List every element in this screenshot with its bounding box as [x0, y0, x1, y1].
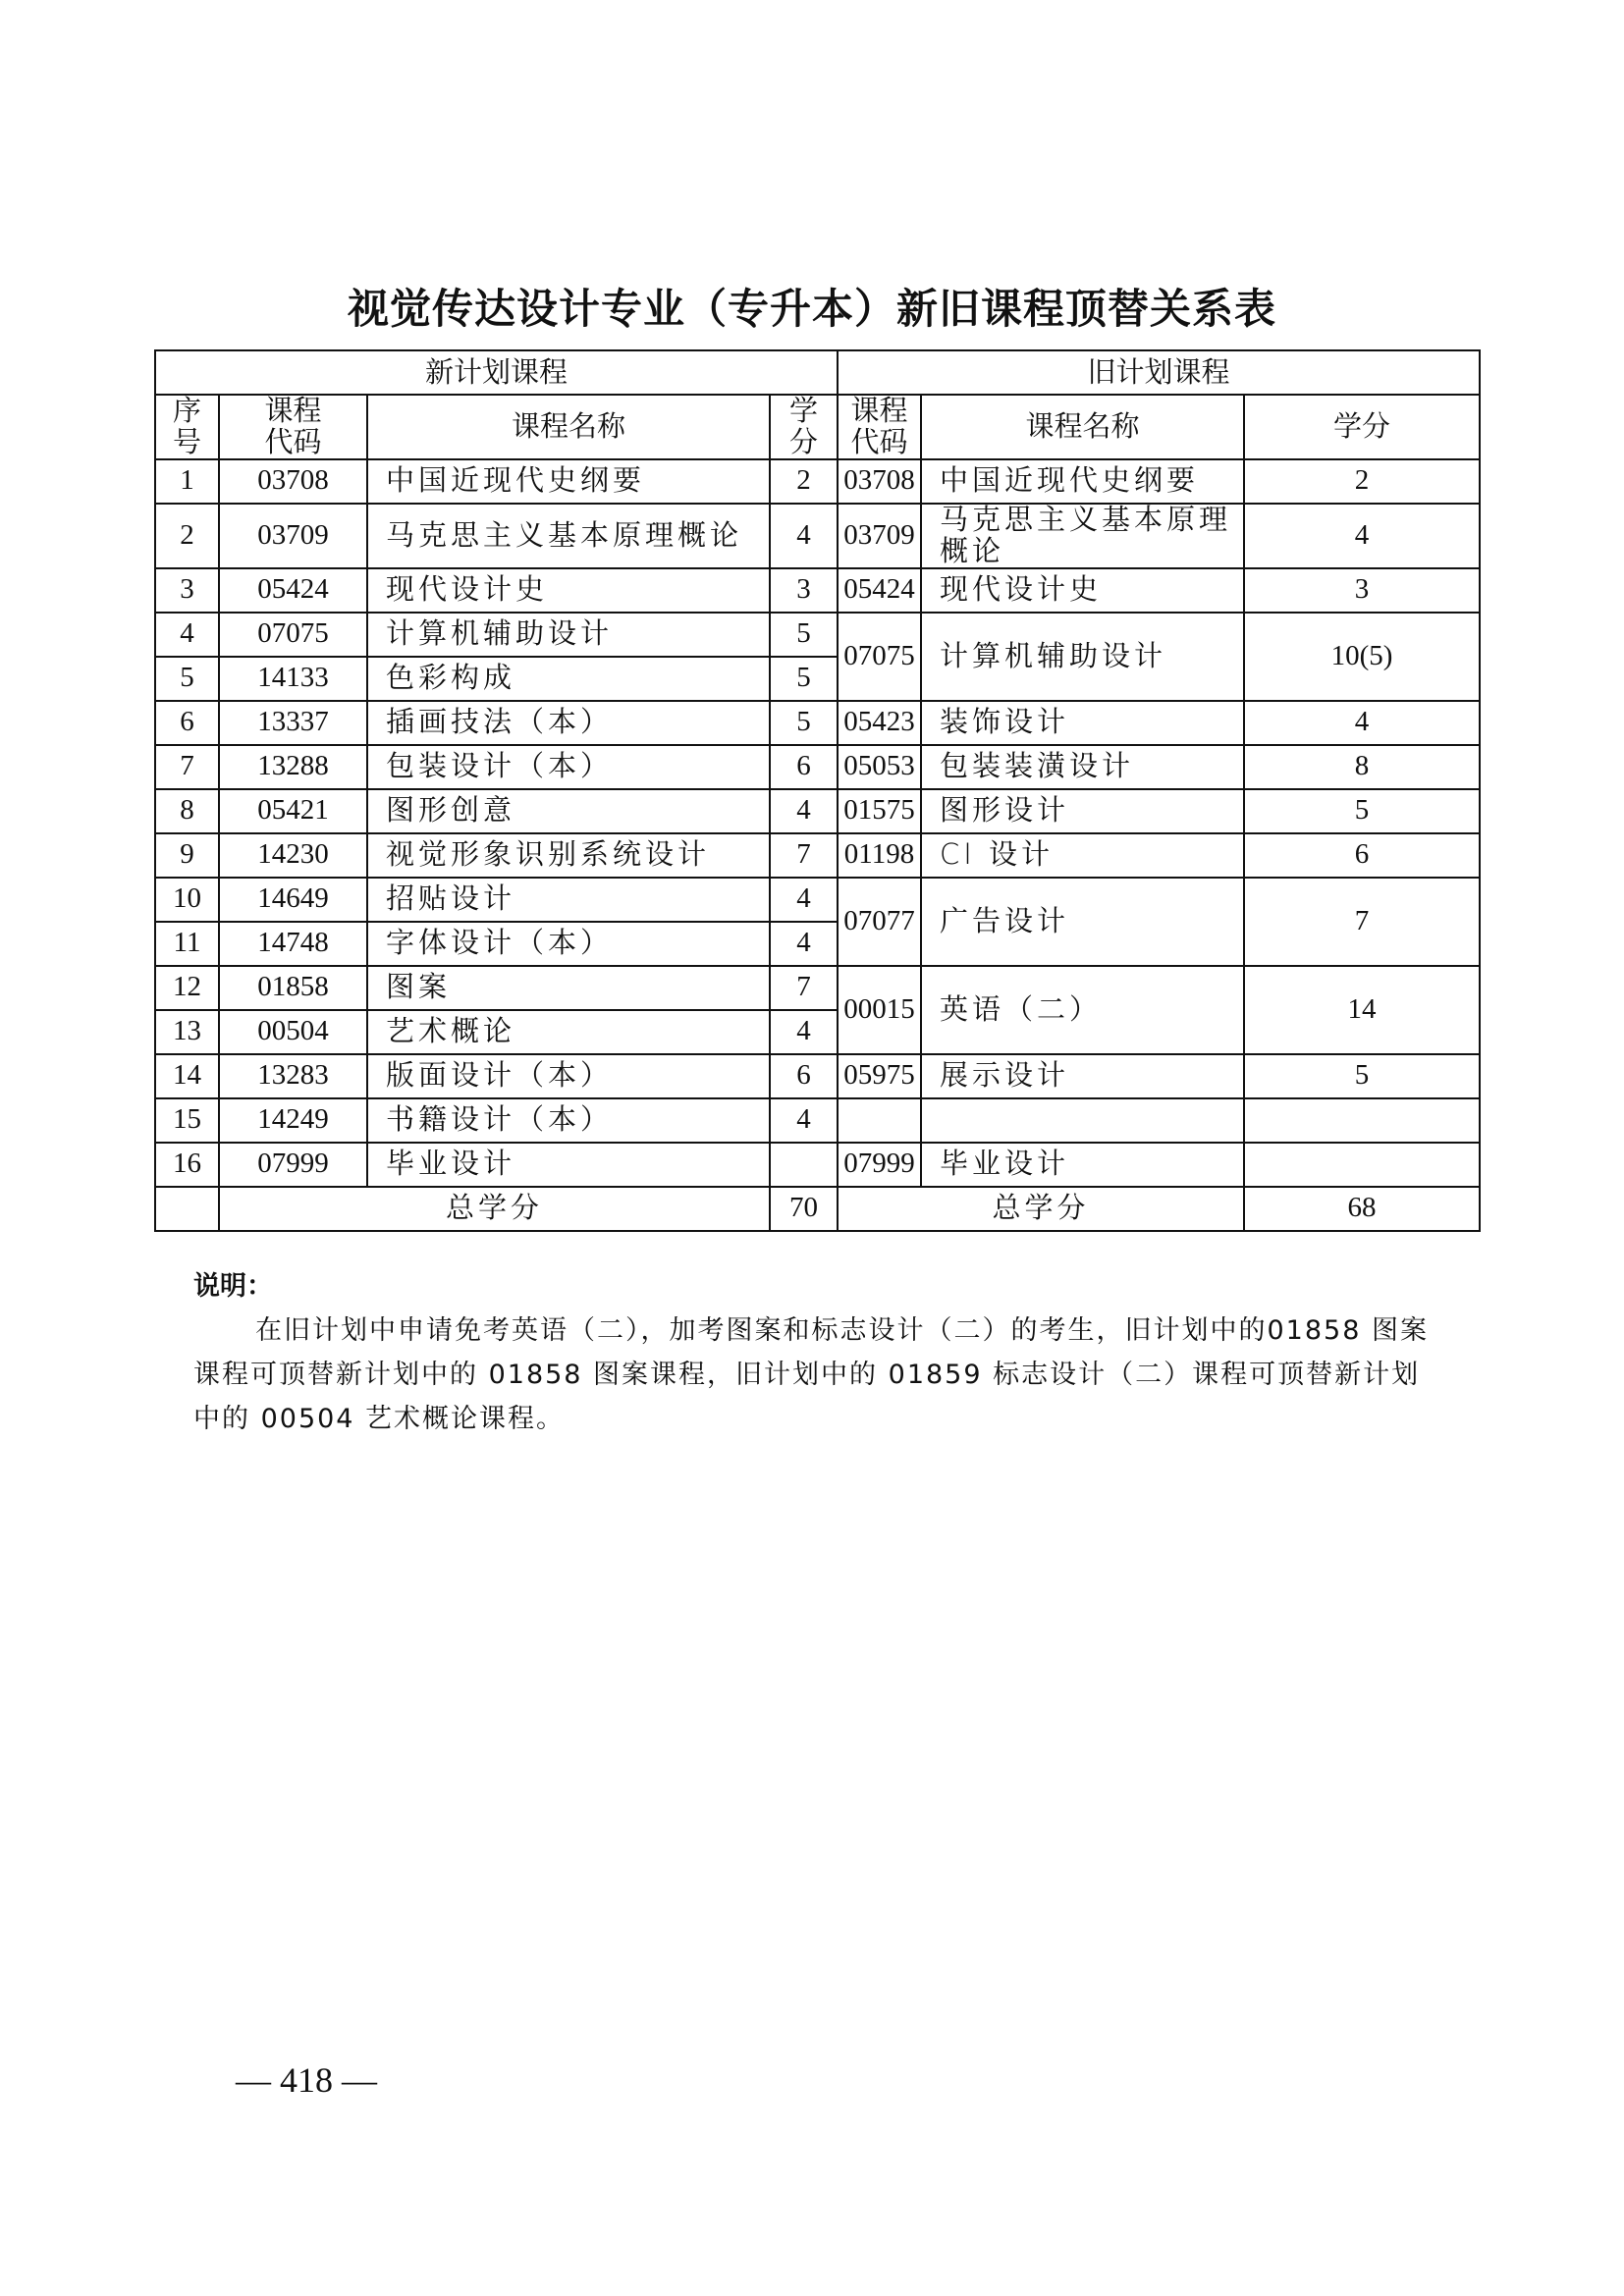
old-credit-cell: 7 — [1244, 878, 1480, 966]
table-row — [155, 568, 1480, 613]
old-credit-cell: 3 — [1244, 568, 1480, 613]
table-row — [155, 1054, 1480, 1098]
section-header-row — [155, 350, 1480, 395]
total-row — [155, 1187, 1480, 1231]
new-code-cell: 14249 — [219, 1098, 367, 1143]
old-name-cell — [921, 1098, 1244, 1143]
seq-cell: 1 — [155, 459, 219, 504]
old-credit-cell: 5 — [1244, 1054, 1480, 1098]
table-row — [155, 1098, 1480, 1143]
new-credit-cell: 4 — [770, 1098, 838, 1143]
new-name-cell: 图案 — [367, 966, 770, 1010]
note-label: 说明： — [193, 1271, 273, 1302]
table-row — [155, 613, 1480, 657]
course-replacement-table — [154, 349, 1481, 1232]
old-code-cell: 05423 — [838, 701, 921, 745]
old-name-cell: 图形设计 — [921, 789, 1244, 833]
new-code-cell: 14133 — [219, 657, 367, 701]
old-name-cell: 包装装潢设计 — [921, 745, 1244, 789]
table-row — [155, 745, 1480, 789]
old-name-cell: 计算机辅助设计 — [921, 613, 1244, 701]
table-row — [155, 966, 1480, 1010]
new-credit-cell: 7 — [770, 833, 838, 878]
new-name-cell: 字体设计（本） — [367, 922, 770, 966]
total-label-new: 总学分 — [219, 1187, 770, 1231]
old-name-cell: 毕业设计 — [921, 1143, 1244, 1187]
col-header-old-credit: 学分 — [1244, 395, 1480, 459]
total-value-new: 70 — [770, 1187, 838, 1231]
old-credit-cell: 2 — [1244, 459, 1480, 504]
old-name-cell: 中国近现代史纲要 — [921, 459, 1244, 504]
seq-cell: 5 — [155, 657, 219, 701]
old-credit-cell: 4 — [1244, 504, 1480, 568]
new-name-cell: 图形创意 — [367, 789, 770, 833]
seq-cell: 13 — [155, 1010, 219, 1054]
new-name-cell: 视觉形象识别系统设计 — [367, 833, 770, 878]
new-name-cell: 色彩构成 — [367, 657, 770, 701]
section-old-plan: 旧计划课程 — [838, 350, 1480, 395]
new-credit-cell: 5 — [770, 613, 838, 657]
new-code-cell: 13337 — [219, 701, 367, 745]
new-name-cell: 现代设计史 — [367, 568, 770, 613]
old-code-cell: 07999 — [838, 1143, 921, 1187]
new-code-cell: 13288 — [219, 745, 367, 789]
new-code-cell: 13283 — [219, 1054, 367, 1098]
old-name-cell: 广告设计 — [921, 878, 1244, 966]
new-name-cell: 书籍设计（本） — [367, 1098, 770, 1143]
seq-cell: 15 — [155, 1098, 219, 1143]
explanatory-note — [193, 1264, 1440, 1441]
new-name-cell: 中国近现代史纲要 — [367, 459, 770, 504]
new-credit-cell: 4 — [770, 789, 838, 833]
old-name-cell: 装饰设计 — [921, 701, 1244, 745]
seq-cell: 2 — [155, 504, 219, 568]
old-code-cell: 05424 — [838, 568, 921, 613]
col-header-new-credit: 学分 — [770, 395, 838, 459]
table-row — [155, 878, 1480, 922]
new-credit-cell: 3 — [770, 568, 838, 613]
total-value-old: 68 — [1244, 1187, 1480, 1231]
seq-cell: 16 — [155, 1143, 219, 1187]
seq-cell: 14 — [155, 1054, 219, 1098]
seq-cell: 11 — [155, 922, 219, 966]
old-credit-cell: 5 — [1244, 789, 1480, 833]
seq-cell: 4 — [155, 613, 219, 657]
seq-cell: 9 — [155, 833, 219, 878]
table-row — [155, 1143, 1480, 1187]
old-code-cell: 01575 — [838, 789, 921, 833]
old-name-cell: 英语（二） — [921, 966, 1244, 1054]
new-credit-cell — [770, 1143, 838, 1187]
old-credit-cell: 10(5) — [1244, 613, 1480, 701]
new-code-cell: 14230 — [219, 833, 367, 878]
old-name-cell: 展示设计 — [921, 1054, 1244, 1098]
seq-cell: 6 — [155, 701, 219, 745]
old-code-cell: 05053 — [838, 745, 921, 789]
col-header-new-name: 课程名称 — [367, 395, 770, 459]
new-name-cell: 马克思主义基本原理概论 — [367, 504, 770, 568]
col-header-seq: 序号 — [155, 395, 219, 459]
new-code-cell: 03708 — [219, 459, 367, 504]
new-name-cell: 插画技法（本） — [367, 701, 770, 745]
table-row — [155, 701, 1480, 745]
new-code-cell: 05421 — [219, 789, 367, 833]
col-header-old-code: 课程代码 — [838, 395, 921, 459]
table-row — [155, 504, 1480, 568]
new-credit-cell: 7 — [770, 966, 838, 1010]
new-name-cell: 毕业设计 — [367, 1143, 770, 1187]
seq-cell: 10 — [155, 878, 219, 922]
new-credit-cell: 6 — [770, 745, 838, 789]
old-credit-cell: 8 — [1244, 745, 1480, 789]
old-credit-cell: 6 — [1244, 833, 1480, 878]
new-name-cell: 版面设计（本） — [367, 1054, 770, 1098]
new-code-cell: 07075 — [219, 613, 367, 657]
col-header-new-code: 课程代码 — [219, 395, 367, 459]
new-code-cell: 14748 — [219, 922, 367, 966]
new-code-cell: 01858 — [219, 966, 367, 1010]
table-row — [155, 459, 1480, 504]
new-credit-cell: 4 — [770, 922, 838, 966]
new-code-cell: 00504 — [219, 1010, 367, 1054]
total-label-old: 总学分 — [838, 1187, 1244, 1231]
new-credit-cell: 5 — [770, 657, 838, 701]
old-name-cell: 马克思主义基本原理概论 — [921, 504, 1244, 568]
new-credit-cell: 4 — [770, 504, 838, 568]
old-name-cell: 现代设计史 — [921, 568, 1244, 613]
page-title: 视觉传达设计专业（专升本）新旧课程顶替关系表 — [347, 285, 1276, 333]
old-credit-cell — [1244, 1098, 1480, 1143]
table-row — [155, 789, 1480, 833]
note-text: 在旧计划中申请免考英语（二），加考图案和标志设计（二）的考生，旧计划中的01858 图案课程可顶替新计划中的 01858 图案课程，旧计划中的 01859 标志设计（二）课程可顶替新计划中的 00504 艺术概论课程。 — [193, 1315, 1429, 1434]
old-code-cell: 07075 — [838, 613, 921, 701]
seq-cell: 7 — [155, 745, 219, 789]
new-name-cell: 计算机辅助设计 — [367, 613, 770, 657]
new-credit-cell: 6 — [770, 1054, 838, 1098]
seq-cell: 8 — [155, 789, 219, 833]
seq-cell: 12 — [155, 966, 219, 1010]
old-credit-cell — [1244, 1143, 1480, 1187]
new-code-cell: 14649 — [219, 878, 367, 922]
old-code-cell: 05975 — [838, 1054, 921, 1098]
old-code-cell: 01198 — [838, 833, 921, 878]
old-code-cell: 00015 — [838, 966, 921, 1054]
section-new-plan: 新计划课程 — [155, 350, 838, 395]
old-credit-cell: 4 — [1244, 701, 1480, 745]
page-number: — 418 — — [236, 2060, 377, 2100]
new-credit-cell: 2 — [770, 459, 838, 504]
total-empty-cell — [155, 1187, 219, 1231]
new-name-cell: 包装设计（本） — [367, 745, 770, 789]
old-code-cell — [838, 1098, 921, 1143]
new-code-cell: 07999 — [219, 1143, 367, 1187]
new-code-cell: 03709 — [219, 504, 367, 568]
col-header-old-name: 课程名称 — [921, 395, 1244, 459]
new-credit-cell: 4 — [770, 878, 838, 922]
old-code-cell: 03709 — [838, 504, 921, 568]
new-credit-cell: 5 — [770, 701, 838, 745]
old-code-cell: 07077 — [838, 878, 921, 966]
seq-cell: 3 — [155, 568, 219, 613]
old-code-cell: 03708 — [838, 459, 921, 504]
new-code-cell: 05424 — [219, 568, 367, 613]
old-name-cell: CI 设计 — [921, 833, 1244, 878]
new-name-cell: 艺术概论 — [367, 1010, 770, 1054]
column-header-row — [155, 395, 1480, 459]
table-row — [155, 833, 1480, 878]
new-credit-cell: 4 — [770, 1010, 838, 1054]
old-credit-cell: 14 — [1244, 966, 1480, 1054]
new-name-cell: 招贴设计 — [367, 878, 770, 922]
